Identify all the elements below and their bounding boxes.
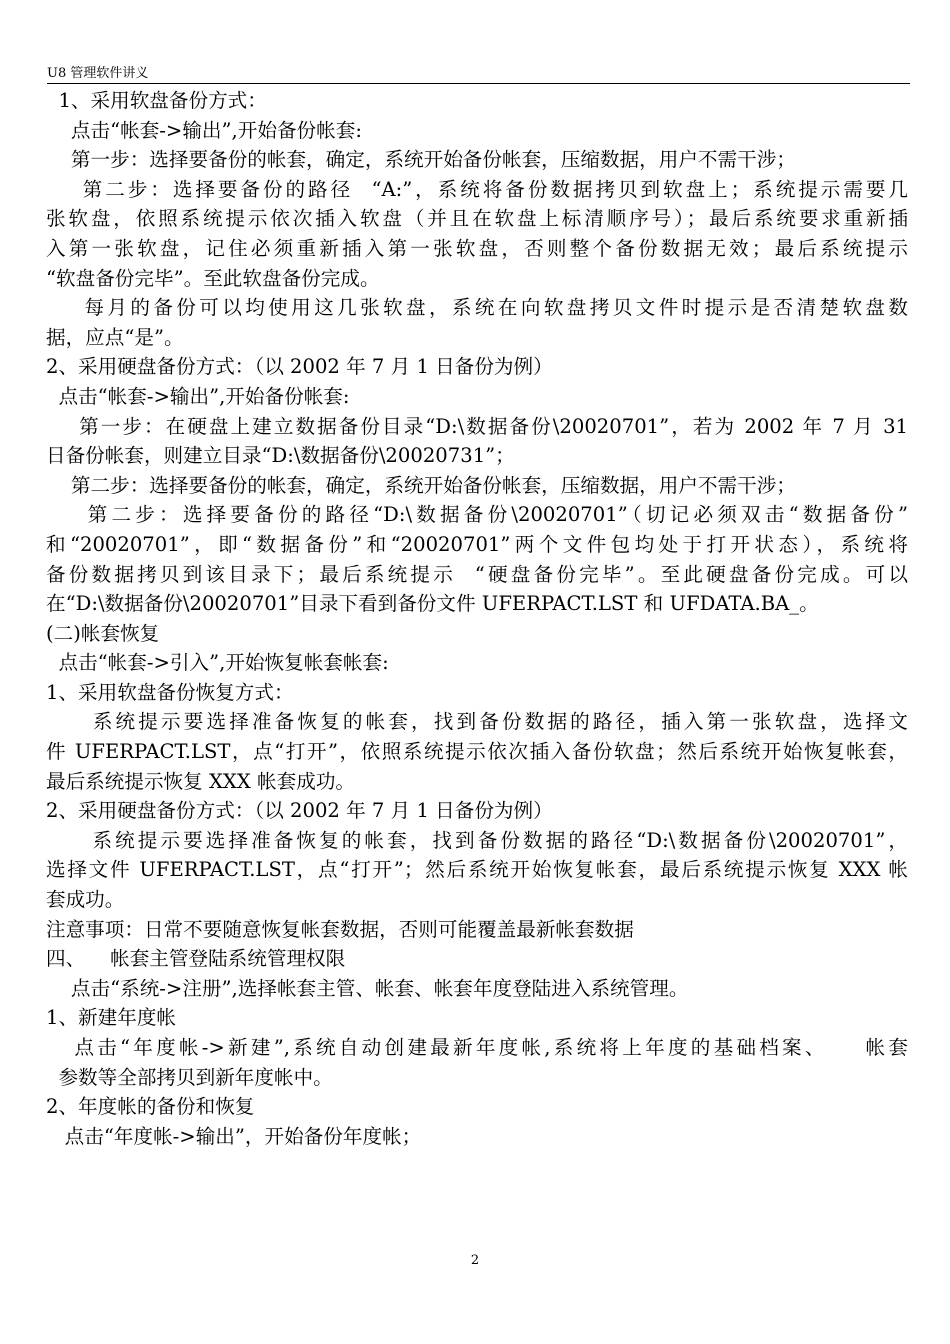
text-line: 系统提示要选择准备恢复的帐套，找到备份数据的路径“D:\数据备份\20020701”， (46, 828, 908, 852)
text-line: 2、年度帐的备份和恢复 (46, 1095, 255, 1119)
text-line: 2、采用硬盘备份方式：（以 2002 年 7 月 1 日备份为例） (46, 355, 553, 379)
text-line: 和“20020701”，即“数据备份”和“20020701”两个文件包均处于打开状态），系统将 (46, 532, 908, 556)
text-line: 点击“年度帐->新建”,系统自动创建最新年度帐,系统将上年度的基础档案、 帐套 (46, 1036, 908, 1059)
text-line: 第二步：选择要备份的路径 “A:”，系统将备份数据拷贝到软盘上；系统提示需要几 (46, 177, 908, 201)
text-line: 2、采用硬盘备份方式：（以 2002 年 7 月 1 日备份为例） (46, 799, 553, 823)
text-line: 备份数据拷贝到该目录下；最后系统提示 “硬盘备份完毕”。至此硬盘备份完成。可以 (46, 562, 908, 586)
text-line: 日备份帐套，则建立目录“D:\数据备份\20020731”； (46, 444, 515, 468)
text-line: 第二步：选择要备份的帐套，确定，系统开始备份帐套，压缩数据，用户不需干涉； (46, 473, 796, 497)
text-line: 1、新建年度帐 (46, 1006, 177, 1030)
text-line: 1、采用软盘备份方式： (46, 89, 267, 112)
text-line: “软盘备份完毕”。至此软盘备份完成。 (46, 266, 380, 290)
running-header-title: U8 管理软件讲义 (47, 66, 149, 81)
text-line: 点击“年度帐->输出”，开始备份年度帐； (46, 1124, 422, 1148)
text-line: 入第一张软盘，记住必须重新插入第一张软盘，否则整个备份数据无效；最后系统提示 (46, 236, 908, 260)
text-line: 在“D:\数据备份\20020701”目录下看到备份文件 UFERPACT.LST 和 UFDATA.BA_。 (46, 592, 819, 616)
document-body (46, 86, 908, 1151)
page-number: 2 (470, 1253, 480, 1268)
text-line: 张软盘，依照系统提示依次插入软盘（并且在软盘上标清顺序号）；最后系统要求重新插 (46, 207, 908, 231)
text-line: 点击“帐套->输出”,开始备份帐套: (46, 384, 350, 408)
header-divider (47, 83, 910, 84)
text-line: 每月的备份可以均使用这几张软盘，系统在向软盘拷贝文件时提示是否清楚软盘数 (46, 296, 908, 320)
text-line: 第二步：选择要备份的路径“D:\数据备份\20020701”（切记必须双击“数据备份” (46, 503, 908, 527)
text-line: 套成功。 (46, 888, 125, 912)
note-line: 注意事项：日常不要随意恢复帐套数据，否则可能覆盖最新帐套数据 (46, 917, 634, 941)
text-line: 系统提示要选择准备恢复的帐套，找到备份数据的路径，插入第一张软盘，选择文 (46, 710, 908, 734)
section-heading: 四、 帐套主管登陆系统管理权限 (46, 947, 346, 971)
text-line: 第一步：在硬盘上建立数据备份目录“D:\数据备份\20020701”，若为 2002 年 7 月 31 (46, 414, 908, 438)
text-line: 选择文件 UFERPACT.LST，点“打开”；然后系统开始恢复帐套，最后系统提示恢复 XXX 帐 (46, 858, 908, 882)
text-line: 1、采用软盘备份恢复方式： (46, 680, 294, 704)
section-heading: (二)帐套恢复 (46, 621, 160, 645)
text-line: 据，应点“是”。 (46, 325, 184, 349)
text-line: 参数等全部拷贝到新年度帐中。 (46, 1065, 333, 1089)
text-line: 件 UFERPACT.LST，点“打开”，依照系统提示依次插入备份软盘；然后系统开始恢复帐套， (46, 740, 908, 764)
text-line: 点击“系统->注册”,选择帐套主管、帐套、帐套年度登陆进入系统管理。 (46, 976, 689, 1000)
text-line: 最后系统提示恢复 XXX 帐套成功。 (46, 769, 356, 793)
text-line: 第一步：选择要备份的帐套，确定，系统开始备份帐套，压缩数据，用户不需干涉； (46, 148, 796, 172)
text-line: 点击“帐套->输出”,开始备份帐套: (46, 118, 362, 142)
text-line: 点击“帐套->引入”,开始恢复帐套帐套: (46, 651, 389, 675)
